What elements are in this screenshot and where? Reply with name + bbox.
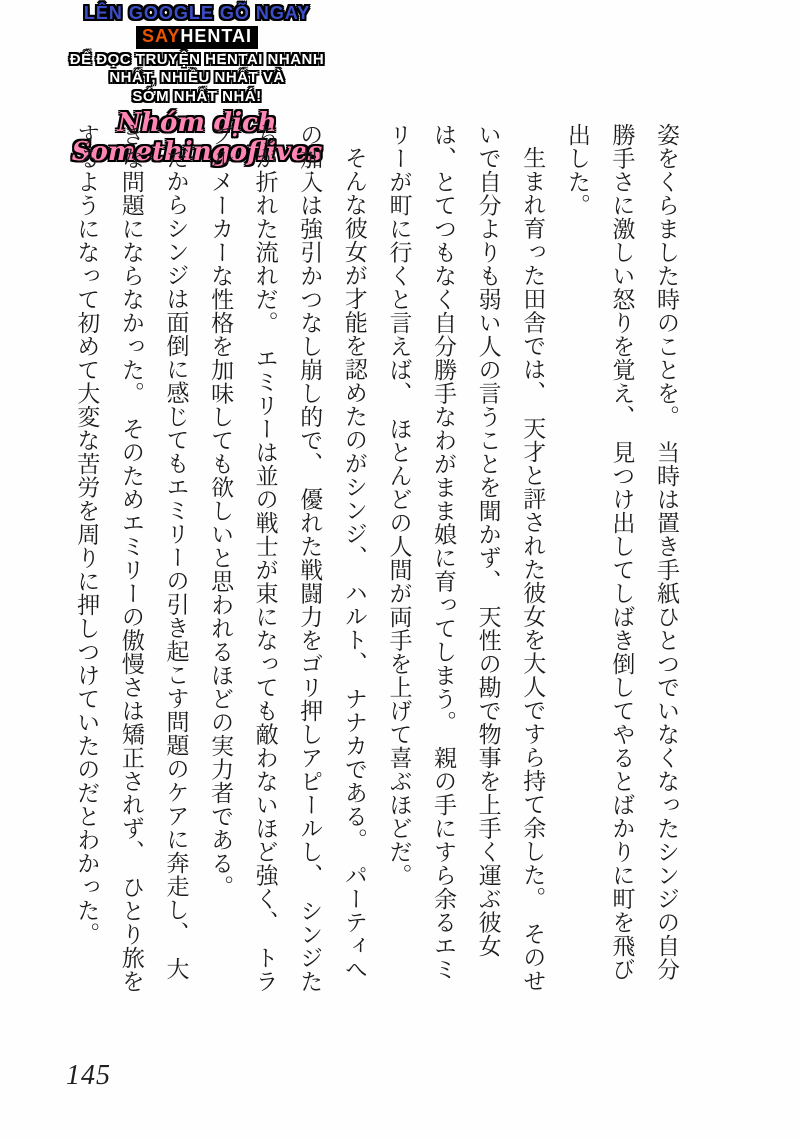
novel-paragraph-2: 生まれ育った田舎では、 天才と評された彼女を大人ですら持て余した。 そのせいで自分よりも弱い人の言うことを聞かず、 天性の勘で物事を上手く運ぶ彼女は、とてつもなく自分勝手なわがまま娘に育ってしまう。 親の手にすら余るエミリーが町に行くと言えば、 ほとんどの人間が両手を上げて喜ぶほどだ。: [386, 123, 546, 993]
watermark-line5: SỚM NHẤT NHÁ!: [132, 87, 262, 105]
novel-paragraph-1: 姿をくらました時のことを。 当時は置き手紙ひとつでいなくなったシンジの自分勝手さに激しい怒りを覚え、 見つけ出してしばき倒してやるとばかりに町を飛び出した。: [564, 123, 679, 981]
watermark-say-text: SAY: [141, 25, 181, 46]
novel-paragraph-3: そんな彼女が才能を認めたのがシンジ、 ハルト、 ナナカである。 パーティへの加入は強引かつなし崩し的で、 優れた戦闘力をゴリ押しアピールし、 シンジたちが折れた流れだ。 エミリーは並の戦士が束になっても敵わないほど強く、 トラブルメーカーな性格を加味しても欲しいと思われるほどの実力者である。: [208, 123, 367, 993]
page-number: 145: [66, 1060, 111, 1091]
novel-text-block: [64, 123, 688, 999]
watermark-sayhentai-box: [136, 26, 258, 49]
watermark-hentai-text: HENTAI: [180, 25, 253, 46]
watermark-line3: ĐỂ ĐỌC TRUYỆN HENTAI NHANH: [69, 50, 325, 68]
watermark-line4: NHẤT, NHIỀU NHẤT VÀ: [109, 69, 285, 87]
watermark-line1: LÊN GOOGLE GÕ NGAY: [83, 3, 311, 23]
watermark-translator-credit: Nhóm dịch Somethingoflives: [71, 108, 323, 167]
watermark-sayhentai-row: [42, 26, 352, 49]
novel-paragraph-4: だからシンジは面倒に感じてもエミリーの引き起こす問題のケアに奔走し、 大きな問題にならなかった。 そのためエミリーの傲慢さは矯正されず、 ひとり旅をするようになって初めて大変な苦労を周りに押しつけていたのだとわかった。: [74, 123, 189, 993]
